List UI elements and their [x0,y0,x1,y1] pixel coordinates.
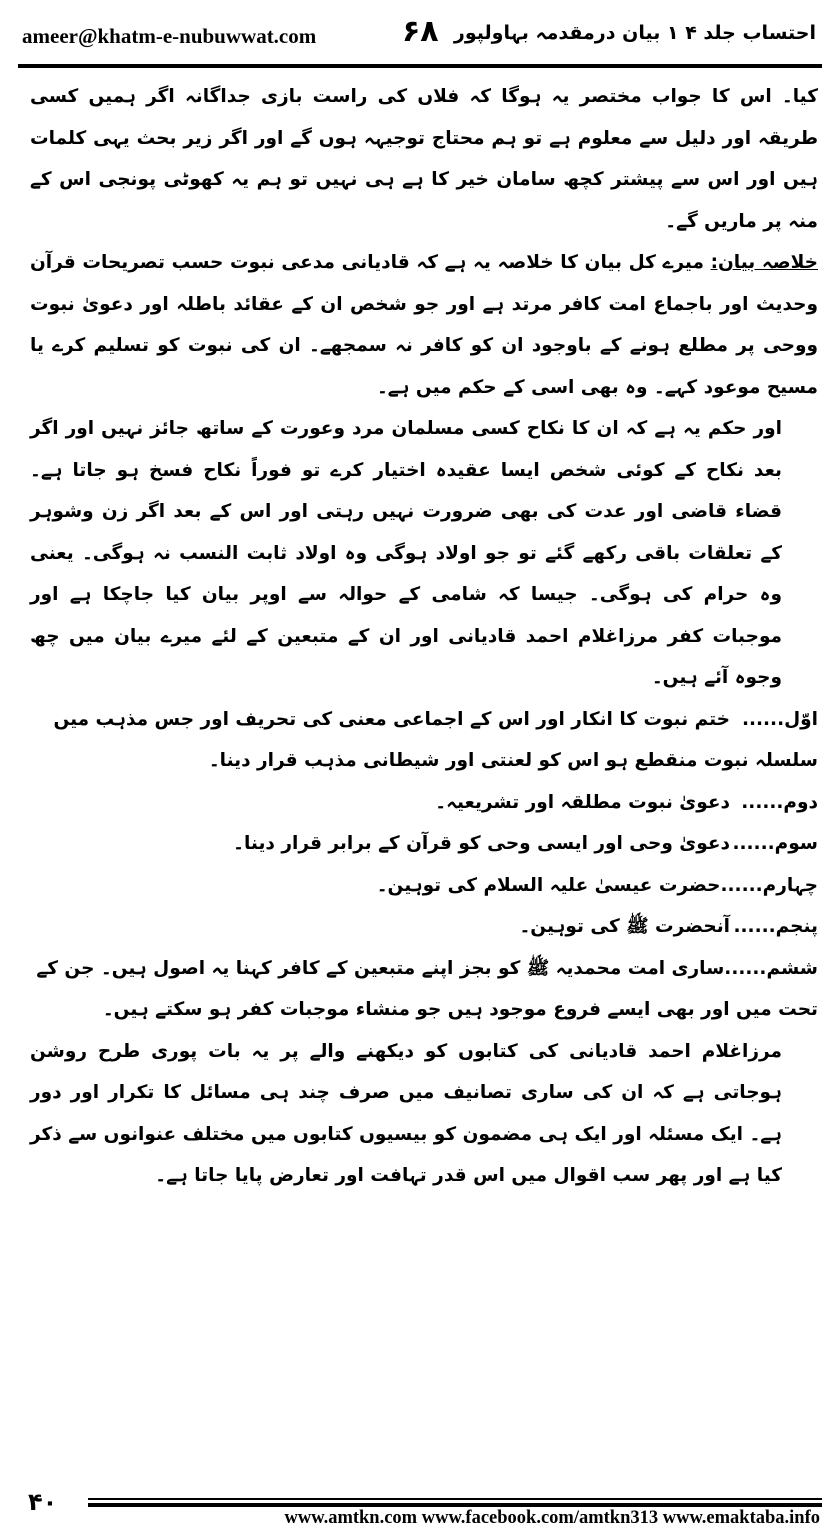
list-item-text: حضرت عیسیٰ علیہ السلام کی توہین۔ [376,874,721,896]
header-rule [18,64,822,68]
page-header [18,14,822,58]
list-item-text: آنحضرت ﷺ کی توہین۔ [519,916,730,937]
page-body [30,76,818,1197]
list-item-label: اوّل...... [741,708,818,730]
page-footer [18,1488,822,1532]
list-item [30,865,818,907]
list-item-text: دعویٰ نبوت مطلقہ اور تشریعیہ۔ [435,791,730,813]
list-item-label: ششم...... [724,957,818,979]
list-item-label: سوم...... [732,833,818,854]
list-item [30,906,818,948]
list-item [30,823,818,865]
list-item-text: ساری امت محمدیہ ﷺ کو بجز اپنے متبعین کے کافر کہنا یہ اصول ہیں۔ جن کے تحت میں اور بھی ایسے فروع موجود ہیں جو منشاء موجبات کفر ہو سکتے ہیں۔ [36,957,818,1020]
paragraph-2 [30,242,818,408]
reasons-list [30,699,818,1031]
footer-page-number: ۴۰ [28,1488,58,1516]
footer-links: www.amtkn.com www.facebook.com/amtkn313 www.emaktaba.info [284,1508,820,1528]
list-item-label: دوم...... [741,791,818,813]
header-email: ameer@khatm-e-nubuwwat.com [22,24,317,48]
paragraph-1: کیا۔ اس کا جواب مختصر یہ ہوگا کہ فلاں کی راست بازی جداگانہ اگر ہمیں کسی طریقہ اور دلیل سے معلوم ہے تو ہم محتاج توجیہہ ہوں گے اور اگر زیر بحث یہی کلمات ہیں اور اس سے پیشتر کچھ سامان خیر کا ہے ہی نہیں تو ہم یہ کھوٹی پونجی اس کے منہ پر ماریں گے۔ [30,86,818,232]
paragraph-4: مرزاغلام احمد قادیانی کی کتابوں کو دیکھنے والے پر یہ بات پوری طرح روشن ہوجاتی ہے کہ ان کی ساری تصانیف میں صرف چند ہی مسائل کا تکرار اور دور ہے۔ ایک مسئلہ اور ایک ہی مضمون کو بیسیوں کتابوں میں مختلف عنوانوں سے ذکر کیا ہے اور پھر سب اقوال میں اس قدر تہافت اور تعارض پایا جاتا ہے۔ [30,1040,782,1186]
header-book-title: احتساب جلد ۴ ۱ بیان درمقدمہ بہاولپور [453,22,816,44]
paragraph-3: اور حکم یہ ہے کہ ان کا نکاح کسی مسلمان مرد وعورت کے ساتھ جائز نہیں اور اگر بعد نکاح کے کوئی شخص ایسا عقیدہ اختیار کرے تو فوراً نکاح فسخ ہو جاتا ہے۔ قضاء قاضی اور عدت کی بھی ضرورت نہیں رہتی اور اس کے بعد اگر زن وشوہر کے تعلقات باقی رکھے گئے تو جو اولاد ہوگی وہ اولاد ثابت النسب نہ ہوگی۔ یعنی وہ حرام کی ہوگی۔ جیسا کہ شامی کے حوالہ سے اوپر بیان کیا جاچکا ہے اور موجبات کفر مرزاغلام احمد قادیانی اور ان کے متبعین کے لئے میرے بیان میں چھ وجوہ آئے ہیں۔ [30,418,782,688]
footer-rule [88,1498,822,1500]
list-item-label: چہارم...... [720,874,818,896]
list-item-label: پنجم...... [733,916,818,937]
header-page-number: ۶۸ [402,14,439,49]
footer-rule-thick [88,1503,822,1507]
list-item [30,948,818,1031]
list-item-text: ختم نبوت کا انکار اور اس کے اجماعی معنی کی تحریف اور جس مذہب میں سلسلہ نبوت منقطع ہو اس کو لعنتی اور شیطانی مذہب قرار دینا۔ [53,708,818,771]
list-item [30,699,818,782]
list-item [30,782,818,824]
list-item-text: دعویٰ وحی اور ایسی وحی کو قرآن کے برابر قرار دینا۔ [233,833,730,854]
paragraph-2-text: میرے کل بیان کا خلاصہ یہ ہے کہ قادیانی مدعی نبوت حسب تصریحات قرآن وحدیث اور باجماع امت کافر مرتد ہے اور جو شخص ان کے عقائد باطلہ اور دعویٰ نبوت ووحی پر مطلع ہونے کے باوجود ان کو کافر نہ سمجھے۔ ان کی نبوت کو تسلیم کرے یا مسیح موعود کہے۔ وہ بھی اسی کے حکم میں ہے۔ [30,252,818,398]
summary-heading: خلاصہ بیان: [710,252,819,273]
